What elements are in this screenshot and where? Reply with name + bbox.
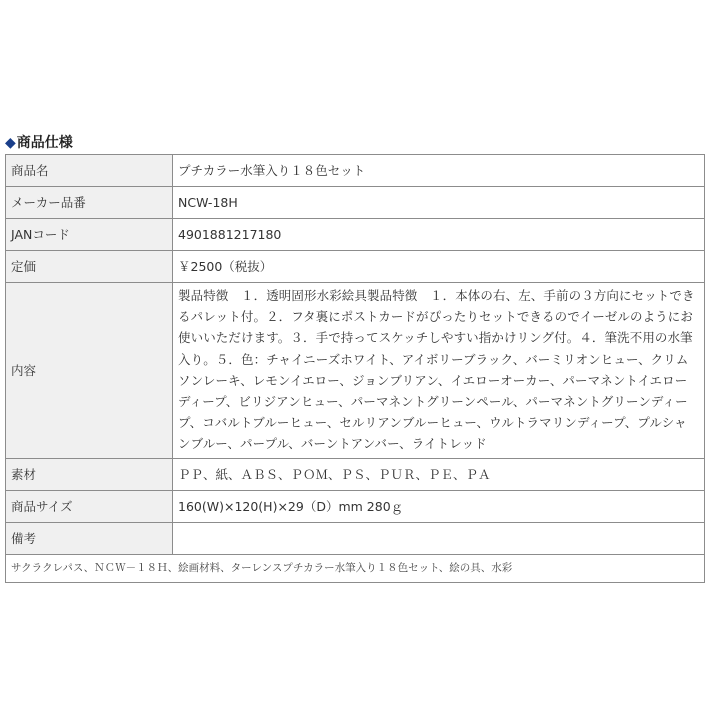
row-value-material: ＰＰ、紙、ＡＢＳ、ＰＯＭ、ＰＳ、ＰＵＲ、ＰＥ、ＰＡ (173, 458, 705, 490)
row-value-product-name: プチカラー水筆入り１８色セット (173, 155, 705, 187)
row-value-jan-code: 4901881217180 (173, 219, 705, 251)
table-row (6, 219, 705, 251)
row-value-price: ￥2500（税抜） (173, 251, 705, 283)
row-value-contents: 製品特徴 １．透明固形水彩絵具製品特徴 １．本体の右、左、手前の３方向にセットできるパレット付。２．フタ裏にポストカードがぴったりセットできるのでイーゼルのようにお使いいただけます。３．手で持ってスケッチしやすい指かけリング付。４．筆洗不用の水筆入り。５．色：チャイニーズホワイト、アイボリーブラック、バーミリオンヒュー、クリムソンレーキ、レモンイエロー、ジョンブリアン、イエローオーカー、パーマネントイエローディープ、ビリジアンヒュー、パーマネントグリーンペール、パーマネントグリーンディープ、コバルトブルーヒュー、セルリアンブルーヒュー、ウルトラマリンディープ、プルシャンブルー、パープル、バーントアンバー、ライトレッド (173, 283, 705, 459)
row-value-maker-code: NCW-18H (173, 187, 705, 219)
row-value-remarks (173, 522, 705, 554)
spec-table (5, 154, 705, 583)
table-row (6, 522, 705, 554)
row-label-size: 商品サイズ (6, 490, 173, 522)
table-row (6, 187, 705, 219)
row-label-product-name: 商品名 (6, 155, 173, 187)
row-label-maker-code: メーカー品番 (6, 187, 173, 219)
row-label-contents: 内容 (6, 283, 173, 459)
table-row (6, 155, 705, 187)
table-row (6, 458, 705, 490)
row-label-material: 素材 (6, 458, 173, 490)
section-title (5, 134, 73, 152)
section-title-text: 商品仕様 (16, 135, 73, 151)
row-label-price: 定価 (6, 251, 173, 283)
row-label-jan-code: JANコード (6, 219, 173, 251)
table-row (6, 490, 705, 522)
diamond-icon: ◆ (5, 135, 16, 151)
keywords-footer: サクラクレパス、ＮＣＷ－１８Ｈ、絵画材料、ターレンスプチカラー水筆入り１８色セット、絵の具、水彩 (6, 554, 705, 582)
table-row (6, 554, 705, 582)
row-label-remarks: 備考 (6, 522, 173, 554)
table-row (6, 283, 705, 459)
row-value-size: 160(W)×120(H)×29（D）mm 280ｇ (173, 490, 705, 522)
table-row (6, 251, 705, 283)
